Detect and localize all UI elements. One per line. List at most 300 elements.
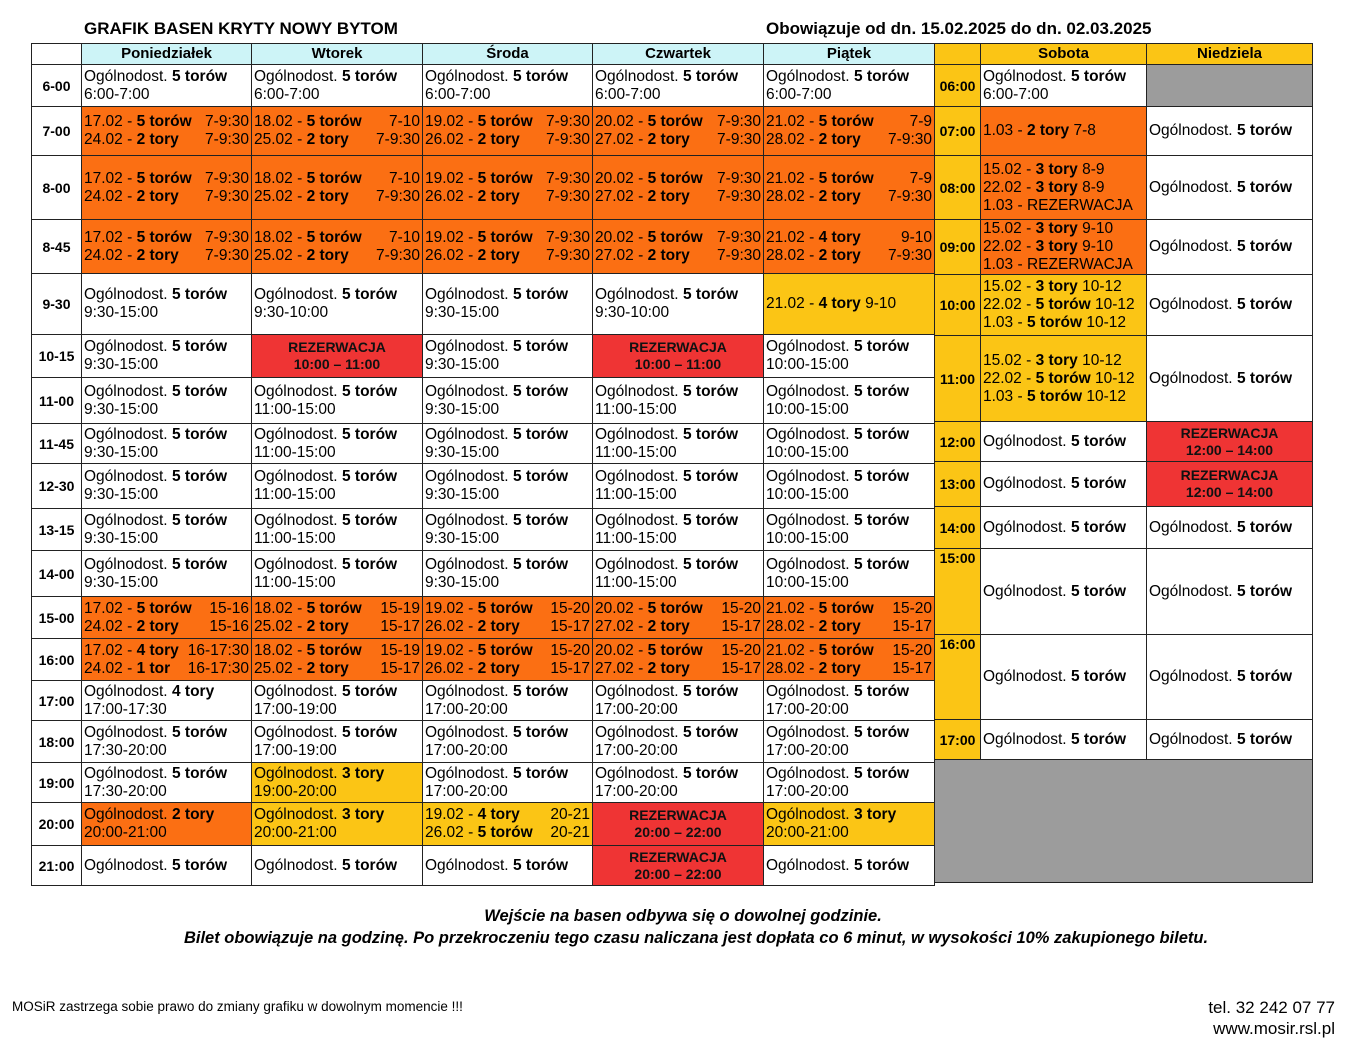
hour-range: 7-9:30 (205, 228, 249, 246)
slot-line (983, 731, 1144, 749)
slot-line (983, 583, 1144, 601)
time-label: 15-00 (32, 597, 82, 639)
slot-line: 9:30-15:00 (425, 529, 500, 547)
slot-line (766, 295, 932, 313)
date-lanes (425, 660, 520, 678)
reservation-time: 10:00 – 11:00 (293, 356, 381, 372)
date-lanes (254, 170, 362, 188)
slot-date: 22.02 - (983, 369, 1036, 387)
hour-range: 16-17:30 (187, 641, 249, 659)
schedule-cell (981, 549, 1147, 635)
time-row (935, 720, 1313, 760)
slot-line (766, 170, 932, 188)
reservation-time: 20:00 – 22:00 (634, 865, 722, 882)
lane-count: 5 torów (172, 286, 228, 303)
time-row (32, 424, 935, 464)
slot-line (595, 600, 761, 618)
lane-count: 5 torów (513, 856, 569, 874)
slot-line (425, 683, 590, 701)
slot-line (254, 247, 420, 265)
slot-line: 11:00-15:00 (254, 400, 336, 418)
lane-count: 5 torów (342, 555, 398, 573)
schedule-cell (593, 335, 764, 378)
schedule-cell (423, 378, 593, 424)
access-type: Ogólnodost. (254, 468, 338, 485)
slot-line (254, 188, 420, 206)
schedule-cell (764, 220, 935, 274)
lane-count: 5 torów (854, 555, 910, 573)
lane-count: 2 tory (818, 131, 861, 148)
slot-line (254, 618, 420, 636)
slot-date: 20.02 - (595, 169, 648, 187)
date-lanes (425, 824, 533, 842)
slot-date: 27.02 - (595, 246, 648, 264)
slot-line (595, 683, 761, 701)
slot-date: 27.02 - (595, 659, 648, 677)
access-type: Ogólnodost. (1149, 668, 1233, 685)
slot-line: 17:00-20:00 (595, 782, 678, 800)
access-type: Ogólnodost. (983, 518, 1067, 536)
slot-line: 11:00-15:00 (254, 529, 336, 547)
schedule-cell (1147, 336, 1313, 422)
slot-date: 28.02 - (766, 187, 819, 205)
day-header: Poniedziałek (82, 44, 252, 65)
hour-range: 7-9:30 (717, 228, 761, 246)
slot-line (595, 765, 761, 783)
lane-count: 5 torów (136, 169, 192, 187)
slot-line: 9:30-15:00 (84, 304, 159, 321)
date-lanes (595, 660, 690, 678)
access-type: Ogólnodost. (595, 511, 679, 529)
access-type: Ogólnodost. (254, 806, 338, 823)
lane-count: 5 torów (477, 228, 533, 246)
slot-line (595, 286, 761, 304)
schedule-cell (593, 509, 764, 551)
slot-line (425, 113, 590, 131)
lane-count: 5 torów (1026, 387, 1083, 405)
schedule-cell (423, 274, 593, 335)
reservation-label: REZERWACJA (629, 848, 727, 865)
slot-line: 9:30-10:00 (595, 304, 670, 321)
hour-range: 20-21 (550, 824, 590, 841)
hour-range: 15-17 (892, 617, 932, 635)
lane-count: 5 torów (136, 113, 192, 130)
slot-line (425, 286, 590, 304)
slot-line: 11:00-15:00 (595, 573, 677, 591)
lane-count: 3 tory (1035, 278, 1078, 295)
access-type: Ogólnodost. (425, 425, 509, 443)
slot-line: 20:00-21:00 (766, 824, 849, 841)
date-lanes (84, 188, 179, 206)
access-type: Ogólnodost. (84, 338, 168, 355)
schedule-cell (764, 509, 935, 551)
lane-count: 5 torów (342, 723, 398, 741)
lane-count: 5 torów (513, 67, 569, 85)
slot-line: 6:00-7:00 (425, 85, 491, 103)
lane-count: 2 tory (136, 617, 179, 635)
schedule-cell (593, 107, 764, 156)
schedule-cell (423, 721, 593, 763)
slot-line (595, 247, 761, 265)
lane-count: 5 torów (513, 468, 569, 485)
time-row (32, 107, 935, 156)
hour-range: 7-9:30 (205, 246, 249, 264)
date-lanes (766, 188, 861, 206)
schedule-cell (593, 65, 764, 107)
lane-count: 5 torów (683, 67, 739, 85)
date-lanes (254, 113, 362, 131)
slot-line (84, 468, 249, 486)
slot-line: 6:00-7:00 (254, 85, 320, 103)
date-lanes (84, 131, 179, 149)
entry-note: Wejście na basen odbywa się o dowolnej godzinie. (484, 907, 882, 925)
access-type: Ogólnodost. (983, 668, 1067, 685)
date-lanes (766, 170, 874, 188)
slot-date: 24.02 - (84, 246, 137, 264)
time-row (32, 803, 935, 846)
time-row (32, 156, 935, 220)
lane-count: 2 tory (477, 187, 520, 205)
lane-count: 5 torów (342, 67, 398, 85)
slot-line: 9:30-15:00 (84, 356, 159, 373)
time-label: 11:00 (935, 336, 981, 422)
slot-line (983, 278, 1144, 296)
weekday-schedule-table (31, 43, 935, 886)
slot-line (425, 468, 590, 486)
schedule-cell (423, 846, 593, 886)
lane-count: 5 torów (513, 425, 569, 443)
hour-range: 7-10 (388, 169, 420, 187)
access-type: Ogólnodost. (595, 764, 679, 782)
access-type: Ogólnodost. (1149, 122, 1233, 139)
slot-line: 1.03 - REZERWACJA (983, 196, 1133, 214)
time-label: 10-15 (32, 335, 82, 378)
lane-count: 5 torów (172, 511, 228, 529)
schedule-cell (82, 107, 252, 156)
slot-date: 21.02 - (766, 599, 819, 617)
slot-line (254, 724, 420, 742)
hour-range: 7-9:30 (717, 113, 761, 130)
schedule-cell (593, 721, 764, 763)
closed-gray-block (935, 760, 1313, 883)
schedule-cell (593, 846, 764, 886)
lane-count: 5 torów (342, 468, 398, 485)
schedule-cell (1147, 107, 1313, 156)
schedule-cell (593, 639, 764, 681)
access-type: Ogólnodost. (425, 723, 509, 741)
lane-count: 5 torów (342, 425, 398, 443)
schedule-cell (593, 597, 764, 639)
lane-count: 5 torów (513, 555, 569, 573)
lane-count: 5 torów (647, 641, 703, 659)
lane-count: 2 tory (306, 246, 349, 264)
slot-date: 20.02 - (595, 228, 648, 246)
disclaimer: MOSiR zastrzega sobie prawo do zmiany grafiku w dowolnym momencie !!! (12, 999, 463, 1014)
access-type: Ogólnodost. (84, 555, 168, 573)
hour-range: 7-9:30 (717, 131, 761, 148)
slot-date: 27.02 - (595, 187, 648, 205)
time-label: 20:00 (32, 803, 82, 846)
slot-date: 24.02 - (84, 659, 137, 677)
slot-line: 17:00-20:00 (595, 700, 678, 718)
hour-range: 7-9:30 (888, 131, 932, 148)
schedule-cell (764, 681, 935, 721)
reservation-label: REZERWACJA (288, 339, 386, 355)
slot-line (84, 286, 249, 304)
schedule-cell (981, 507, 1147, 549)
slot-line (766, 68, 932, 86)
schedule-cell (252, 681, 423, 721)
slot-line (766, 806, 932, 824)
access-type: Ogólnodost. (425, 338, 509, 355)
lane-count: 5 torów (172, 764, 228, 782)
slot-line (1149, 731, 1310, 749)
schedule-cell (252, 721, 423, 763)
slot-line (766, 131, 932, 149)
slot-line (766, 683, 932, 701)
reservation-label: REZERWACJA (629, 339, 727, 355)
slot-date: 20.02 - (595, 599, 648, 617)
slot-line: 11:00-15:00 (595, 400, 677, 418)
schedule-cell (423, 464, 593, 509)
hour-range: 7-9 (909, 113, 932, 130)
lane-count: 5 torów (342, 682, 398, 700)
lane-count: 5 torów (172, 67, 228, 85)
access-type: Ogólnodost. (1149, 730, 1233, 748)
slot-line: 17:00-20:00 (766, 782, 849, 800)
slot-line (425, 512, 590, 530)
hour-range: 15-17 (550, 659, 590, 677)
lane-count: 2 tory (306, 659, 349, 677)
lane-count: 5 torów (683, 382, 739, 400)
lane-count: 5 torów (818, 113, 874, 130)
time-row (32, 551, 935, 597)
slot-line: 17:00-19:00 (254, 700, 337, 718)
slot-date: 19.02 - (425, 599, 478, 617)
access-type: Ogólnodost. (84, 425, 168, 443)
slot-line (84, 426, 249, 444)
slot-line: 11:00-15:00 (254, 443, 336, 461)
website-link[interactable]: www.mosir.rsl.pl (1213, 1019, 1335, 1038)
schedule-cell (593, 156, 764, 220)
slot-line (983, 296, 1144, 314)
date-lanes (254, 642, 362, 660)
schedule-cell (82, 464, 252, 509)
schedule-cell (981, 336, 1147, 422)
time-label: 17:00 (32, 681, 82, 721)
slot-date: 28.02 - (766, 246, 819, 264)
hour-range: 7-9:30 (546, 228, 590, 246)
slot-date: 17.02 - (84, 641, 137, 659)
schedule-cell (82, 424, 252, 464)
lane-count: 5 torów (477, 599, 533, 617)
time-label: 12:00 (935, 422, 981, 462)
slot-line (254, 660, 420, 678)
schedule-cell (981, 220, 1147, 275)
slot-date: 17.02 - (84, 228, 137, 246)
date-lanes (425, 188, 520, 206)
lane-count: 5 torów (477, 113, 533, 130)
slot-date: 19.02 - (425, 641, 478, 659)
access-type: Ogólnodost. (766, 555, 850, 573)
hour-range: 15-20 (550, 599, 590, 617)
slot-line (84, 68, 249, 86)
access-type: Ogólnodost. (254, 511, 338, 529)
slot-line (595, 468, 761, 486)
time-label: 14-00 (32, 551, 82, 597)
access-type: Ogólnodost. (425, 764, 509, 782)
reservation-time: 12:00 – 14:00 (1185, 441, 1274, 458)
schedule-cell (764, 65, 935, 107)
lane-count: 3 tory (1035, 220, 1078, 237)
hour-range: 7-9:30 (888, 187, 932, 205)
date-lanes (595, 170, 703, 188)
date-lanes (766, 229, 861, 247)
lane-count: 5 torów (1237, 582, 1293, 600)
hour-range: 9-10 (1082, 238, 1114, 255)
schedule-cell (82, 681, 252, 721)
slot-line (425, 68, 590, 86)
time-label: 11-45 (32, 424, 82, 464)
lane-count: 4 tory (818, 295, 861, 312)
access-type: Ogólnodost. (254, 286, 338, 303)
slot-line (84, 338, 249, 356)
slot-date: 17.02 - (84, 113, 137, 130)
lane-count: 5 torów (1237, 122, 1293, 139)
access-type: Ogólnodost. (1149, 296, 1233, 313)
hour-range: 15-20 (721, 599, 761, 617)
day-header: Piątek (764, 44, 935, 65)
slot-line (254, 68, 420, 86)
date-lanes (425, 618, 520, 636)
hour-range: 10-12 (1082, 351, 1122, 369)
schedule-cell (764, 639, 935, 681)
lane-count: 2 tory (818, 246, 861, 264)
access-type: Ogólnodost. (1149, 369, 1233, 387)
slot-date: 24.02 - (84, 187, 137, 205)
lane-count: 5 torów (342, 511, 398, 529)
lane-count: 3 tory (854, 806, 897, 823)
slot-line (766, 426, 932, 444)
schedule-cell (82, 220, 252, 274)
schedule-cell (764, 846, 935, 886)
lane-count: 3 tory (1035, 238, 1078, 255)
schedule-cell (82, 639, 252, 681)
time-label: 13-15 (32, 509, 82, 551)
slot-line (595, 512, 761, 530)
slot-line: 20:00-21:00 (84, 824, 167, 841)
slot-line (766, 247, 932, 265)
hour-range: 15-17 (550, 617, 590, 635)
hour-range: 7-9:30 (888, 246, 932, 264)
slot-line: 10:00-15:00 (766, 400, 849, 418)
time-label: 07:00 (935, 107, 981, 156)
access-type: Ogólnodost. (595, 723, 679, 741)
slot-line (983, 370, 1144, 388)
lane-count: 5 torów (172, 723, 228, 741)
access-type: Ogólnodost. (595, 286, 679, 303)
date-lanes (254, 660, 349, 678)
access-type: Ogólnodost. (766, 338, 850, 355)
schedule-cell (981, 422, 1147, 462)
slot-line: 17:30-20:00 (84, 741, 167, 759)
slot-line (254, 683, 420, 701)
hour-range: 7-9:30 (205, 187, 249, 205)
lane-count: 5 torów (172, 338, 228, 355)
hour-range: 7-9:30 (205, 131, 249, 148)
lane-count: 5 torów (513, 723, 569, 741)
time-label: 21:00 (32, 846, 82, 886)
slot-line (254, 600, 420, 618)
slot-line (1149, 668, 1310, 686)
date-lanes (766, 660, 861, 678)
schedule-cell (981, 107, 1147, 156)
access-type: Ogólnodost. (595, 682, 679, 700)
lane-count: 5 torów (1237, 518, 1293, 536)
slot-line: 17:00-20:00 (425, 700, 508, 718)
hour-range: 7-9:30 (546, 246, 590, 264)
slot-date: 28.02 - (766, 617, 819, 635)
slot-date: 22.02 - (983, 296, 1036, 313)
slot-line (766, 642, 932, 660)
time-row (32, 721, 935, 763)
slot-date: 22.02 - (983, 238, 1036, 255)
time-label: 17:00 (935, 720, 981, 760)
lane-count: 2 tory (306, 617, 349, 635)
time-label: 16:00 (32, 639, 82, 681)
hour-range: 7-9:30 (546, 113, 590, 130)
date-lanes (425, 600, 533, 618)
date-lanes (766, 113, 874, 131)
schedule-cell (593, 681, 764, 721)
slot-line (766, 857, 932, 875)
lane-count: 2 tory (818, 187, 861, 205)
slot-line: 9:30-15:00 (84, 400, 159, 418)
slot-date: 25.02 - (254, 187, 307, 205)
date-lanes (425, 642, 533, 660)
schedule-cell (252, 509, 423, 551)
lane-count: 5 torów (513, 338, 569, 355)
date-lanes (254, 600, 362, 618)
slot-line: 9:30-15:00 (84, 529, 159, 547)
slot-line: 9:30-10:00 (254, 304, 329, 321)
lane-count: 5 torów (136, 228, 192, 246)
slot-date: 20.02 - (595, 641, 648, 659)
date-lanes (595, 600, 703, 618)
slot-date: 15.02 - (983, 220, 1036, 237)
access-type: Ogólnodost. (595, 382, 679, 400)
hour-range: 7-9:30 (717, 246, 761, 264)
slot-line: 9:30-15:00 (425, 486, 500, 503)
schedule-cell (252, 156, 423, 220)
hour-range: 7-9:30 (376, 246, 420, 264)
lane-count: 2 tory (477, 617, 520, 635)
time-row (935, 422, 1313, 462)
hour-range: 7-9:30 (717, 187, 761, 205)
schedule-cell (593, 378, 764, 424)
access-type: Ogólnodost. (595, 468, 679, 485)
lane-count: 2 tory (647, 246, 690, 264)
time-label: 14:00 (935, 507, 981, 549)
reservation-label: REZERWACJA (1180, 467, 1279, 483)
slot-line (425, 426, 590, 444)
slot-line (84, 170, 249, 188)
time-row (32, 597, 935, 639)
slot-line: 17:00-19:00 (254, 741, 337, 759)
schedule-cell (764, 378, 935, 424)
schedule-cell (981, 720, 1147, 760)
schedule-cell (252, 274, 423, 335)
